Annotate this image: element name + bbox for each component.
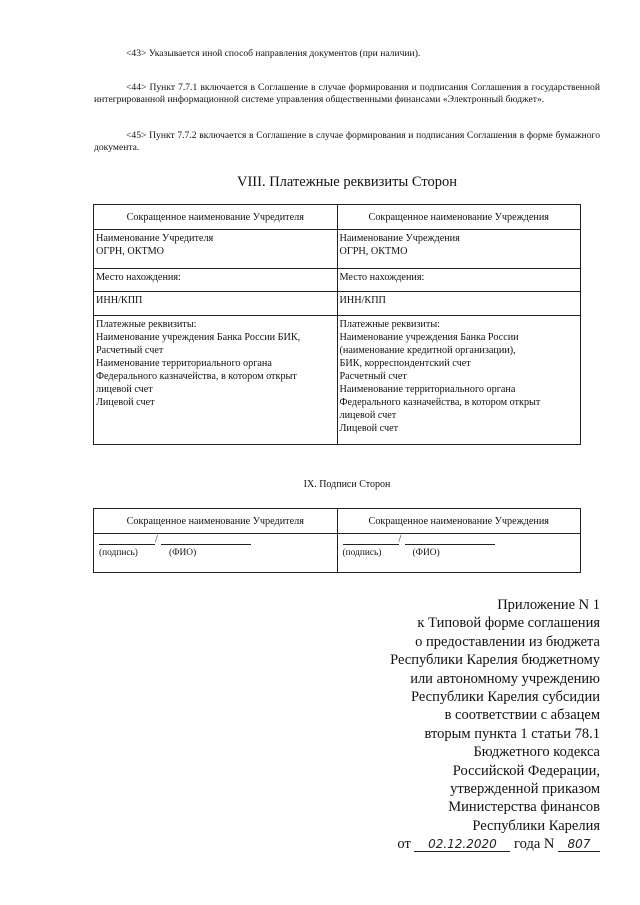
section-9-title: IX. Подписи Сторон — [303, 479, 391, 490]
signature-caption: (подпись) — [99, 548, 138, 558]
signature-caption: (подпись) — [342, 548, 382, 558]
founder-sign-header: Сокращенное наименование Учредителя — [94, 509, 338, 534]
table-row — [94, 292, 581, 316]
table-row — [94, 316, 581, 445]
table-row — [94, 230, 581, 269]
payment-details-table — [93, 204, 581, 445]
institution-sign-header: Сокращенное наименование Учреждения — [337, 509, 581, 534]
institution-name-cell: Наименование Учреждения ОГРН, ОКТМО — [337, 230, 581, 269]
founder-signature-cell — [94, 534, 338, 573]
section-8-title: VIII. Платежные реквизиты Сторон — [237, 174, 457, 190]
table-row — [94, 205, 581, 230]
order-number: 807 — [558, 837, 600, 852]
institution-signature-cell — [337, 534, 581, 573]
order-date: 02.12.2020 — [414, 837, 510, 852]
appendix-header: Приложение N 1 к Типовой форме соглашения о предоставлении из бюджета Республики Карелия бюджетному или автономному учреждению Республики Карелия субсидии в соответствии с абзацем вторым пункта 1 статьи 78.1 Бюджетного кодекса Российской Федерации, утвержденной приказом Министерства финансов Республики Карелия от 02.12.2020 года N 807 — [270, 596, 600, 854]
name-caption: (ФИО) — [412, 548, 440, 558]
founder-address-cell: Место нахождения: — [94, 269, 338, 292]
table-row — [94, 509, 581, 534]
footnote-44: <44> Пункт 7.7.1 включается в Соглашение в случае формирования и подписания Соглашения в государственной интегрированной информационной системе управления общественными финансами «Электронный бюджет». — [94, 82, 600, 106]
signature-slash: / — [155, 534, 158, 545]
name-line — [405, 544, 495, 545]
signature-line — [343, 544, 399, 545]
signature-line — [99, 544, 155, 545]
founder-payment-cell: Платежные реквизиты: Наименование учреждения Банка России БИК, Расчетный счет Наименование территориального органа Федерального казначейства, в котором открыт лицевой счет Лицевой счет — [94, 316, 338, 445]
founder-inn-cell: ИНН/КПП — [94, 292, 338, 316]
order-date-line: от 02.12.2020 года N 807 — [270, 835, 600, 853]
signature-slash: / — [398, 534, 402, 545]
name-caption: (ФИО) — [169, 548, 197, 558]
institution-inn-cell: ИНН/КПП — [337, 292, 581, 316]
name-line — [161, 544, 251, 545]
institution-payment-cell: Платежные реквизиты: Наименование учреждения Банка России (наименование кредитной организации), БИК, корреспондентский счет Расчетный счет Наименование территориального органа Федерального казначейства, в котором открыт лицевой счет Лицевой счет — [337, 316, 581, 445]
founder-header: Сокращенное наименование Учредителя — [94, 205, 338, 230]
footnote-45: <45> Пункт 7.7.2 включается в Соглашение в случае формирования и подписания Соглашения в форме бумажного документа. — [94, 130, 600, 154]
institution-address-cell: Место нахождения: — [337, 269, 581, 292]
table-row — [94, 534, 581, 573]
table-row — [94, 269, 581, 292]
footnote-43: <43> Указывается иной способ направления документов (при наличии). — [126, 48, 421, 59]
institution-header: Сокращенное наименование Учреждения — [337, 205, 581, 230]
signatures-table — [93, 508, 581, 573]
founder-name-cell: Наименование Учредителя ОГРН, ОКТМО — [94, 230, 338, 269]
